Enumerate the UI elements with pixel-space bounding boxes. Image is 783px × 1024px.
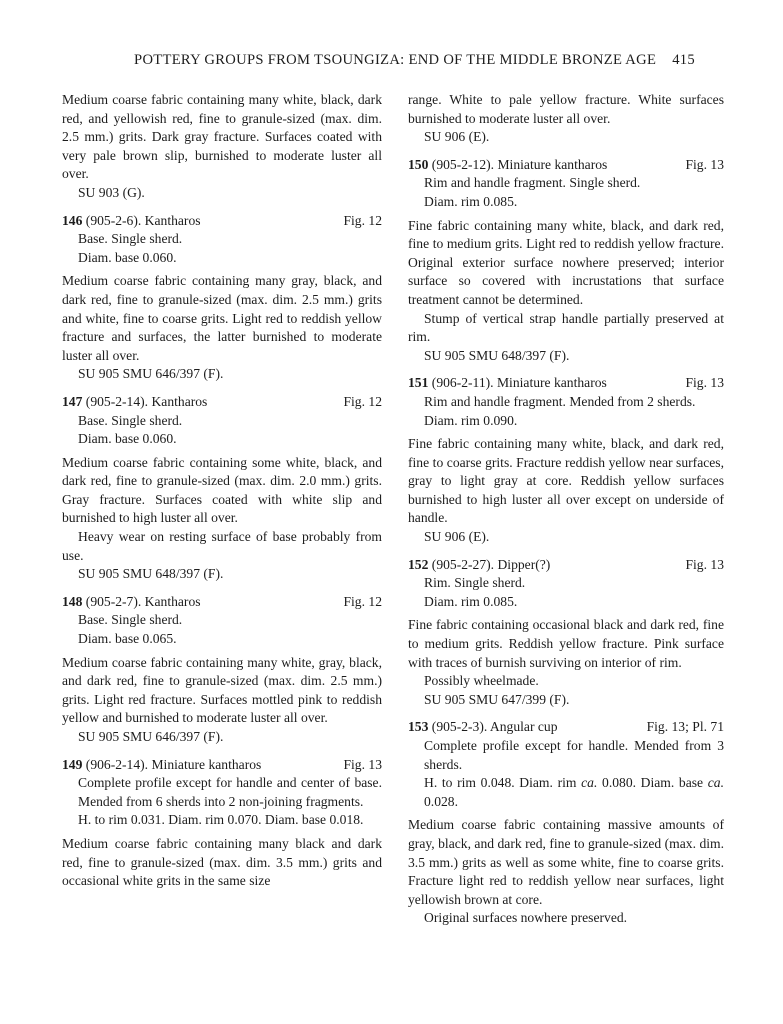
- figure-ref: Fig. 13; Pl. 71: [646, 719, 724, 735]
- entry-150-fabric: Fine fabric containing many white, black, and dark red, fine to medium grits. Light red to reddish yellow fracture. Original exterior surface nowhere preserved; interior surface so covered with incrustations that surface treatment cannot be determined.: [408, 217, 724, 307]
- entry-title: (905-2-3). Angular cup: [428, 719, 558, 735]
- entry-150-heading: [408, 156, 724, 175]
- dimension-text: 0.080. Diam. base: [597, 775, 708, 791]
- circa-abbrev: ca.: [581, 775, 598, 791]
- page-number: 415: [672, 52, 695, 68]
- left-column: [62, 91, 382, 891]
- entry-151-fabric: Fine fabric containing many white, black, and dark red, fine to coarse grits. Fracture reddish yellow near surfaces, gray to light gray at core. Reddish yellow surfaces burnished to high luster all over except on underside of handle.: [408, 436, 724, 526]
- entry-146-heading: [62, 212, 382, 231]
- entry-149-fabric: Medium coarse fabric containing many black and dark red, fine to granule-sized (max. dim. 3.5 mm.) grits and occasional white grits in the same size: [62, 835, 382, 889]
- entry-152-note: Possibly wheelmade.: [424, 673, 539, 689]
- entry-number: 147: [62, 393, 83, 409]
- entry-149-preservation: Complete profile except for handle and center of base. Mended from 6 sherds into 2 non-joining fragments.: [78, 775, 382, 809]
- figure-ref: Fig. 13: [685, 556, 724, 572]
- right-column: [408, 91, 724, 928]
- entry-number: 146: [62, 212, 83, 228]
- running-title: POTTERY GROUPS FROM TSOUNGIZA: END OF THE MIDDLE BRONZE AGE: [134, 52, 657, 68]
- entry-148-fabric: Medium coarse fabric containing many white, gray, black, and dark red, fine to granule-sized (max. dim. 2.5 mm.) grits. Light red fracture. Surfaces mottled pink to reddish yellow and burnished to moderate luster all over.: [62, 654, 382, 726]
- entry-148-preservation: Base. Single sherd.: [78, 612, 183, 628]
- running-header: [62, 51, 695, 70]
- entry-title: (905-2-12). Miniature kantharos: [428, 156, 608, 172]
- dimension-text: H. to rim 0.048. Diam. rim: [424, 775, 582, 791]
- entry-152-fabric: Fine fabric containing occasional black and dark red, fine to medium grits. Reddish yellow fracture. Pink surface with traces of burnish surviving on interior of rim.: [408, 617, 724, 670]
- entry-150-note: Stump of vertical strap handle partially preserved at rim.: [408, 310, 724, 345]
- figure-ref: Fig. 12: [343, 212, 382, 228]
- entry-153-note: Original surfaces nowhere preserved.: [424, 910, 628, 926]
- dimension-text: 0.028.: [424, 793, 458, 809]
- entry-title: (905-2-7). Kantharos: [82, 593, 201, 609]
- entry-146-fabric: Medium coarse fabric containing many gray, black, and dark red, fine to granule-sized (max. dim. 2.5 mm.) grits and white, fine to coarse grits. Light red to reddish yellow fracture and surfaces, the latter burnished to moderate luster all over.: [62, 273, 382, 363]
- figure-ref: Fig. 13: [343, 756, 382, 772]
- intro-description: Medium coarse fabric containing many white, black, dark red, and yellowish red, fine to granule-sized (max. dim. 2.5 mm.) grits. Dark gray fracture. Surfaces coated with very pale brown slip, burnished to moderate luster all over.: [62, 92, 382, 182]
- entry-153-dimensions: [408, 774, 724, 811]
- entry-151-heading: [408, 374, 724, 393]
- figure-ref: Fig. 13: [685, 156, 724, 172]
- entry-150-su: SU 905 SMU 648/397 (F).: [424, 347, 570, 363]
- entry-title: (905-2-14). Kantharos: [82, 393, 208, 409]
- intro-su: SU 903 (G).: [78, 184, 145, 200]
- circa-abbrev: ca.: [707, 775, 724, 791]
- entry-146-dimensions: Diam. base 0.060.: [78, 249, 177, 265]
- entry-number: 149: [62, 756, 83, 772]
- entry-148-heading: [62, 593, 382, 612]
- entry-153-heading: [408, 718, 724, 737]
- entry-148-su: SU 905 SMU 646/397 (F).: [78, 729, 224, 744]
- entry-147-su: SU 905 SMU 648/397 (F).: [78, 566, 224, 582]
- figure-ref: Fig. 12: [343, 393, 382, 409]
- entry-153-preservation: Complete profile except for handle. Mended from 3 sherds.: [424, 738, 724, 772]
- entry-146-preservation: Base. Single sherd.: [78, 231, 183, 247]
- entry-title: (906-2-11). Miniature kantharos: [428, 375, 607, 391]
- entry-147-preservation: Base. Single sherd.: [78, 412, 183, 428]
- entry-149-dimensions: H. to rim 0.031. Diam. rim 0.070. Diam. base 0.018.: [78, 812, 364, 828]
- entry-149-heading: [62, 756, 382, 775]
- entry-147-heading: [62, 393, 382, 412]
- entry-number: 153: [408, 719, 429, 735]
- entry-number: 148: [62, 593, 83, 609]
- entry-number: 151: [408, 375, 429, 391]
- entry-number: 150: [408, 156, 429, 172]
- figure-ref: Fig. 13: [685, 375, 724, 391]
- entry-number: 152: [408, 556, 429, 572]
- entry-150-preservation: Rim and handle fragment. Single sherd.: [424, 175, 641, 191]
- entry-147-note: Heavy wear on resting surface of base probably from use.: [62, 529, 382, 563]
- entry-147-dimensions: Diam. base 0.060.: [78, 431, 177, 447]
- entry-149-fabric-continued: range. White to pale yellow fracture. White surfaces burnished to moderate luster all over.: [408, 92, 724, 126]
- entry-title: (905-2-27). Dipper(?): [428, 556, 551, 572]
- entry-title: (906-2-14). Miniature kantharos: [82, 756, 262, 772]
- entry-153-fabric: Medium coarse fabric containing massive amounts of gray, black, and dark red, fine to granule-sized (max. dim. 3.5 mm.) grits as well as some white, fine to coarse grits. Fracture light red to reddish yellow near surfaces, light yellowish brown at core.: [408, 817, 724, 907]
- entry-148-dimensions: Diam. base 0.065.: [78, 631, 177, 647]
- entry-150-dimensions: Diam. rim 0.085.: [424, 193, 518, 209]
- figure-ref: Fig. 12: [343, 593, 382, 609]
- entry-151-preservation: Rim and handle fragment. Mended from 2 sherds.: [424, 393, 696, 409]
- entry-152-preservation: Rim. Single sherd.: [424, 575, 526, 591]
- entry-title: (905-2-6). Kantharos: [82, 212, 201, 228]
- entry-152-dimensions: Diam. rim 0.085.: [424, 593, 518, 609]
- entry-146-su: SU 905 SMU 646/397 (F).: [78, 366, 224, 382]
- entry-149-su: SU 906 (E).: [424, 129, 490, 145]
- entry-152-su: SU 905 SMU 647/399 (F).: [424, 691, 570, 707]
- entry-151-su: SU 906 (E).: [424, 529, 490, 545]
- entry-152-heading: [408, 556, 724, 575]
- entry-147-fabric: Medium coarse fabric containing some white, black, and dark red, fine to granule-sized (max. dim. 2.0 mm.) grits. Gray fracture. Surfaces coated with white slip and burnished to high luster all over.: [62, 454, 382, 526]
- entry-151-dimensions: Diam. rim 0.090.: [424, 412, 518, 428]
